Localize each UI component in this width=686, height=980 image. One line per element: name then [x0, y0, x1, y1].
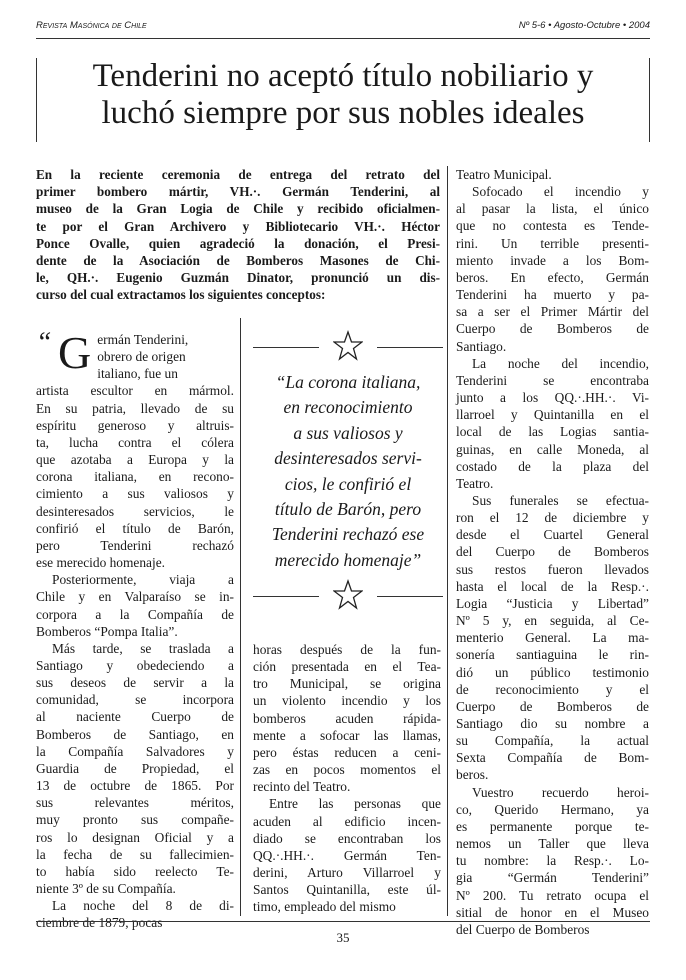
text-line: Teatro Municipal.	[456, 167, 552, 182]
text-line: ermán Tenderini,	[97, 332, 189, 347]
text-line: que azotaba a Europa y la	[36, 452, 234, 468]
lead-line: primer bombero mártir, VH.·. Germán Tenderini, al	[36, 184, 440, 200]
text-line: sa a ser el Primer Mártir del	[456, 304, 649, 320]
text-line: mente a sofocar las llamas,	[253, 727, 441, 743]
text-line: sus deseos de servir a la	[36, 675, 234, 691]
text-line: desde el Cuartel General	[456, 527, 649, 543]
text-line: nemos un Taller que lleva	[456, 836, 649, 852]
text-line: En su patria, llevado de su	[36, 400, 234, 416]
lead-paragraph	[36, 166, 440, 304]
pull-quote-text	[253, 370, 443, 573]
title-line: Tenderini no aceptó título nobiliario y	[92, 58, 594, 94]
article-title	[36, 58, 650, 142]
text-line: La noche del 8 de di-	[52, 898, 234, 914]
text-line: Santiago dio su nombre a	[456, 716, 649, 731]
text-line: ción presentada en el Tea-	[253, 659, 441, 675]
pull-quote-line: título de Barón, pero	[274, 499, 422, 520]
text-line: ese merecido homenaje.	[36, 555, 166, 571]
text-line: corpora a la Compañía de	[36, 606, 234, 622]
text-line: tro Municipal, se origina	[253, 676, 441, 692]
text-line: Santos Quintanilla, este úl-	[253, 882, 441, 898]
text-line: Más tarde, se traslada a	[52, 640, 234, 656]
text-line: Logia “Justicia y Libertad”	[456, 595, 649, 611]
text-line: guinas, en calle Moneda, al	[456, 441, 649, 457]
text-line: cimiento a sus valiosos y	[36, 486, 234, 502]
text-line: acuden al edificio incen-	[253, 813, 441, 829]
text-line: al pasar la lista, el único	[456, 201, 649, 217]
text-line: miento invade a los Bom-	[456, 252, 649, 268]
text-line: la Compañía Salvadores y	[36, 743, 234, 759]
pull-quote-line: merecido homenaje”	[274, 549, 422, 570]
text-line: obrero de origen	[97, 349, 186, 365]
text-line: sus relevantes méritos,	[36, 795, 234, 811]
text-line: Vuestro recuerdo heroi-	[472, 784, 649, 800]
star-ornament-bottom	[253, 579, 443, 613]
text-line: Bomberos de Santiago, en	[36, 726, 234, 742]
text-line: gia “Germán Tenderini”	[456, 870, 649, 886]
pull-quote-line: desinteresados servi-	[274, 448, 422, 469]
text-line: llarroel y Quintanilla en el	[456, 407, 649, 423]
column-divider	[240, 318, 241, 916]
text-line: de reconocimiento y el	[456, 681, 649, 697]
column-divider	[447, 166, 448, 916]
column-2	[253, 641, 441, 916]
page-number: 35	[336, 930, 350, 945]
text-line: Nº 200. Tu retrato ocupa el	[456, 887, 649, 903]
pull-quote-line: “La corona italiana,	[275, 372, 421, 392]
text-line: hasta el local de la Resp.·.	[456, 578, 649, 594]
text-line: ron el 12 de diciembre y	[456, 510, 649, 526]
text-line: Chile y en Valparaíso se in-	[36, 589, 234, 605]
text-line: horas después de la fun-	[253, 642, 441, 657]
text-line: que no contesta es Tende-	[456, 218, 649, 234]
text-line: Sofocado el incendio y	[472, 184, 649, 200]
footer-rule	[36, 921, 650, 922]
lead-line: En la reciente ceremonia de entrega del retrato del	[36, 167, 440, 182]
text-line: desinteresados servicios, le	[36, 503, 234, 519]
pull-quote-line: a sus valiosos y	[293, 422, 403, 443]
text-line: sonería santiaguina le rin-	[456, 647, 649, 663]
text-line: La noche del incendio,	[472, 355, 649, 371]
pull-quote-line: en reconocimiento	[283, 397, 413, 418]
lead-line: museo de la Gran Logia de Chile y recibido oficialmen-	[36, 201, 440, 217]
text-line: ciembre de 1879, pocas	[36, 915, 163, 931]
text-line: Sexta Compañía de Bom-	[456, 750, 649, 766]
column-1	[36, 327, 234, 931]
text-line: sitial de honor en el Museo	[456, 904, 649, 920]
text-line: Tenderini se encontraba	[456, 372, 649, 388]
text-line: italiano, fue un	[97, 366, 178, 382]
text-line: un violento incendio y los	[253, 693, 441, 709]
text-line: Tenderini ha muerto y pa-	[456, 287, 649, 303]
lead-line: dente de la Asociación de Bomberos Masones de Chi-	[36, 253, 440, 269]
text-line: Guardia de Propiedad, el	[36, 760, 234, 776]
text-line: dió un público testimonio	[456, 664, 649, 680]
pull-quote-line: cios, le confirió el	[284, 473, 412, 494]
text-line: es permanente porque te-	[456, 818, 649, 834]
opening-paragraph	[36, 327, 234, 382]
text-line: Nº 5 y, en seguida, al Ce-	[456, 613, 649, 629]
text-line: Santiago y obedeciendo a	[36, 657, 234, 673]
text-line: co, Querido Hermano, ya	[456, 801, 649, 817]
lead-line: le, QH.·. Eugenio Guzmán Dinator, pronunció un dis-	[36, 270, 440, 286]
lead-line: curso del cual extractamos los siguientes conceptos:	[36, 287, 326, 303]
pull-quote-line: Tenderini rechazó ese	[271, 524, 425, 545]
text-line: Cuerpo de Bomberos de	[456, 321, 649, 337]
title-right-bar	[649, 58, 650, 142]
text-line: Bomberos “Pompa Italia”.	[36, 623, 178, 639]
header-rule	[36, 38, 650, 39]
column-1-body	[36, 382, 234, 931]
text-line: pero éstas reducen a ceni-	[253, 744, 441, 760]
text-line: al naciente Cuerpo de	[36, 709, 234, 725]
title-line: luchó siempre por sus nobles ideales	[101, 95, 585, 131]
text-line: QQ.·.HH.·. Germán Ten-	[253, 847, 441, 863]
text-line: menterio General. La ma-	[456, 630, 649, 646]
text-line: timo, empleado del mismo	[253, 899, 396, 915]
text-line: diado se encontraban los	[253, 830, 441, 846]
text-line: rini. Un terrible presenti-	[456, 235, 649, 251]
column-3	[456, 166, 649, 938]
text-line: del Cuerpo de Bomberos	[456, 921, 590, 937]
text-line: pero Tenderini rechazó	[36, 537, 234, 553]
text-line: bomberos acuden rápida-	[253, 710, 441, 726]
text-line: ta, lucha contra el cólera	[36, 434, 234, 450]
text-line: Cuerpo de Bomberos de	[456, 698, 649, 714]
star-ornament-top	[253, 330, 443, 364]
text-line: niente 3º de su Compañía.	[36, 881, 176, 896]
text-line: tu nombre: la Resp.·. Lo-	[456, 853, 649, 869]
text-line: Sus funerales se efectua-	[472, 492, 649, 508]
text-line: junto a los QQ.·.HH.·. Vi-	[456, 390, 649, 406]
text-line: corona italiana, en recono-	[36, 469, 234, 485]
text-line: la fecha de su fallecimien-	[36, 846, 234, 862]
text-line: zas en pocos momentos el	[253, 762, 441, 778]
text-line: beros.	[456, 767, 489, 783]
text-line: del Cuerpo de Bomberos	[456, 544, 649, 560]
text-line: derini, Arturo Villarroel y	[253, 865, 441, 881]
text-line: Entre las personas que	[269, 796, 441, 812]
text-line: costado de la plaza del	[456, 458, 649, 474]
text-line: artista escultor en mármol.	[36, 383, 234, 399]
text-line: espíritu generoso y altruis-	[36, 417, 234, 433]
lead-line: te por el Gran Archivero y Bibliotecario VH.·. Héctor	[36, 218, 440, 234]
text-line: Posteriormente, viaja a	[52, 572, 234, 588]
star-icon	[333, 330, 363, 362]
text-line: to había sido reelecto Te-	[36, 863, 234, 879]
text-line: muy pronto sus compañe-	[36, 812, 234, 828]
issue-info: Nº 5-6 • Agosto-Octubre • 2004	[518, 20, 650, 31]
text-line: comunidad, se incorpora	[36, 692, 234, 708]
text-line: recinto del Teatro.	[253, 779, 351, 795]
drop-cap: G	[58, 327, 92, 378]
text-line: ros lo designan Oficial y a	[36, 829, 234, 845]
lead-line: Ponce Ovalle, quien agradeció la donación, el Presi-	[36, 235, 440, 251]
text-line: Teatro.	[456, 475, 494, 491]
text-line: Santiago.	[456, 338, 507, 354]
text-line: local de las Logias santia-	[456, 424, 649, 440]
text-line: beros. En efecto, Germán	[456, 269, 649, 285]
text-line: 13 de octubre de 1865. Por	[36, 778, 234, 794]
text-line: sus restos fueron llevados	[456, 561, 649, 577]
title-left-bar	[36, 58, 37, 142]
running-header	[36, 20, 650, 36]
opening-quote-mark: “	[36, 327, 52, 358]
pull-quote	[253, 330, 443, 613]
journal-name: Revista Masónica de Chile	[36, 20, 147, 31]
text-line: su Compañía, la actual	[456, 733, 649, 749]
text-line: confirió el título de Barón,	[36, 520, 234, 536]
star-icon	[333, 579, 363, 611]
